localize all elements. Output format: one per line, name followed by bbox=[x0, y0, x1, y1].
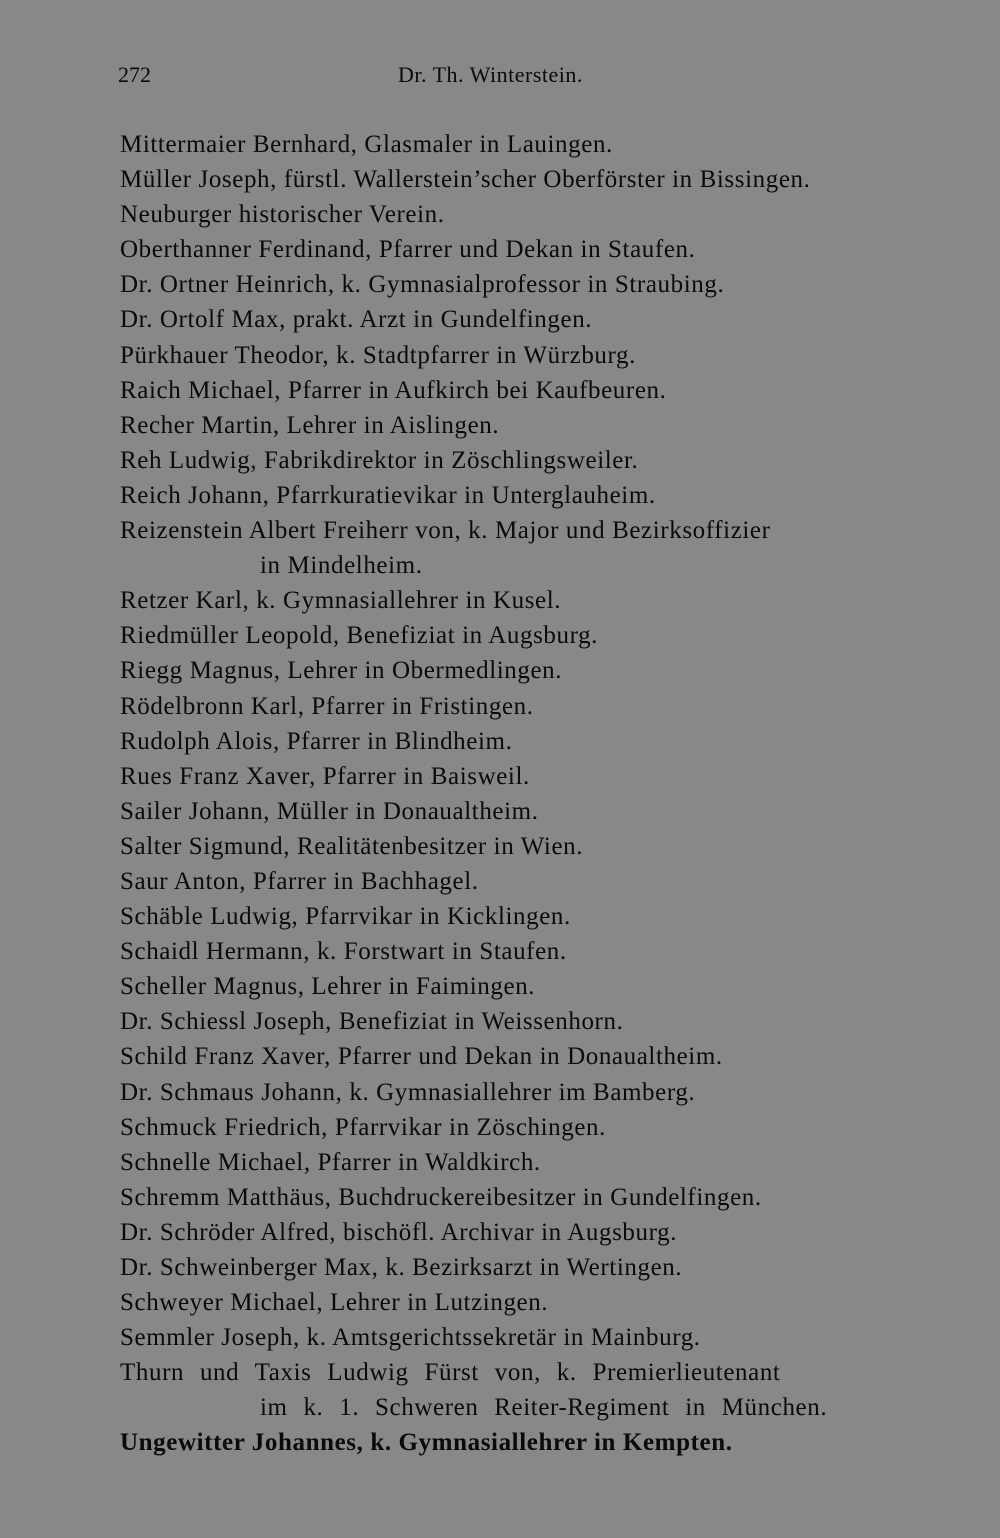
list-item: Neuburger historischer Verein. bbox=[120, 201, 445, 229]
running-head: Dr. Th. Winterstein. bbox=[398, 62, 583, 87]
member-list bbox=[120, 127, 895, 1461]
list-item: Mittermaier Bernhard, Glasmaler in Lauingen. bbox=[120, 131, 613, 158]
list-item: Salter Sigmund, Realitätenbesitzer in Wien. bbox=[120, 832, 584, 860]
list-item: Recher Martin, Lehrer in Aislingen. bbox=[120, 411, 500, 439]
list-item: Müller Joseph, fürstl. Wallerstein’scher Oberförster in Bissingen. bbox=[120, 166, 811, 194]
list-item: Reich Johann, Pfarrkuratievikar in Unterglauheim. bbox=[120, 481, 656, 509]
list-item: Schweyer Michael, Lehrer in Lutzingen. bbox=[120, 1289, 549, 1317]
list-item: Dr. Schröder Alfred, bischöfl. Archivar in Augsburg. bbox=[120, 1218, 678, 1246]
list-item: Ungewitter Johannes, k. Gymnasiallehrer in Kempten. bbox=[120, 1429, 733, 1457]
list-item: Retzer Karl, k. Gymnasiallehrer in Kusel. bbox=[120, 587, 562, 615]
list-item: Schmuck Friedrich, Pfarrvikar in Zöschingen. bbox=[120, 1113, 607, 1141]
list-item-continuation: in Mindelheim. bbox=[260, 552, 423, 580]
list-item: Raich Michael, Pfarrer in Aufkirch bei Kaufbeuren. bbox=[120, 376, 667, 404]
list-item: Schaidl Hermann, k. Forstwart in Staufen. bbox=[120, 938, 567, 966]
list-item: Saur Anton, Pfarrer in Bachhagel. bbox=[120, 867, 479, 895]
list-item: Riegg Magnus, Lehrer in Obermedlingen. bbox=[120, 657, 563, 685]
list-item: Semmler Joseph, k. Amtsgerichtssekretär in Mainburg. bbox=[120, 1324, 701, 1352]
list-item: Schild Franz Xaver, Pfarrer und Dekan in Donaualtheim. bbox=[120, 1043, 723, 1071]
list-item: Rues Franz Xaver, Pfarrer in Baisweil. bbox=[120, 762, 530, 790]
list-item: Schremm Matthäus, Buchdruckereibesitzer in Gundelfingen. bbox=[120, 1183, 762, 1211]
list-item: Reizenstein Albert Freiherr von, k. Major und Bezirksoffizier bbox=[120, 517, 771, 545]
list-item: Reh Ludwig, Fabrikdirektor in Zöschlingsweiler. bbox=[120, 446, 639, 474]
list-item-continuation: im k. 1. Schweren Reiter-Regiment in München. bbox=[260, 1394, 828, 1422]
list-item: Rödelbronn Karl, Pfarrer in Fristingen. bbox=[120, 692, 534, 720]
list-item: Schäble Ludwig, Pfarrvikar in Kicklingen. bbox=[120, 903, 571, 931]
list-item: Dr. Ortner Heinrich, k. Gymnasialprofessor in Straubing. bbox=[120, 271, 725, 299]
page-header bbox=[118, 62, 758, 94]
list-item: Dr. Schmaus Johann, k. Gymnasiallehrer im Bamberg. bbox=[120, 1078, 696, 1106]
list-item: Scheller Magnus, Lehrer in Faimingen. bbox=[120, 973, 536, 1001]
list-item: Thurn und Taxis Ludwig Fürst von, k. Premierlieutenant bbox=[120, 1359, 781, 1387]
list-item: Pürkhauer Theodor, k. Stadtpfarrer in Würzburg. bbox=[120, 341, 636, 369]
list-item: Dr. Ortolf Max, prakt. Arzt in Gundelfingen. bbox=[120, 306, 593, 334]
list-item: Rudolph Alois, Pfarrer in Blindheim. bbox=[120, 727, 513, 755]
list-item: Oberthanner Ferdinand, Pfarrer und Dekan in Staufen. bbox=[120, 236, 696, 264]
list-item: Riedmüller Leopold, Benefiziat in Augsburg. bbox=[120, 622, 599, 650]
page-number: 272 bbox=[118, 62, 151, 87]
list-item: Schnelle Michael, Pfarrer in Waldkirch. bbox=[120, 1148, 541, 1176]
list-item: Sailer Johann, Müller in Donaualtheim. bbox=[120, 797, 539, 825]
list-item: Dr. Schiessl Joseph, Benefiziat in Weissenhorn. bbox=[120, 1008, 624, 1036]
list-item: Dr. Schweinberger Max, k. Bezirksarzt in Wertingen. bbox=[120, 1254, 683, 1281]
